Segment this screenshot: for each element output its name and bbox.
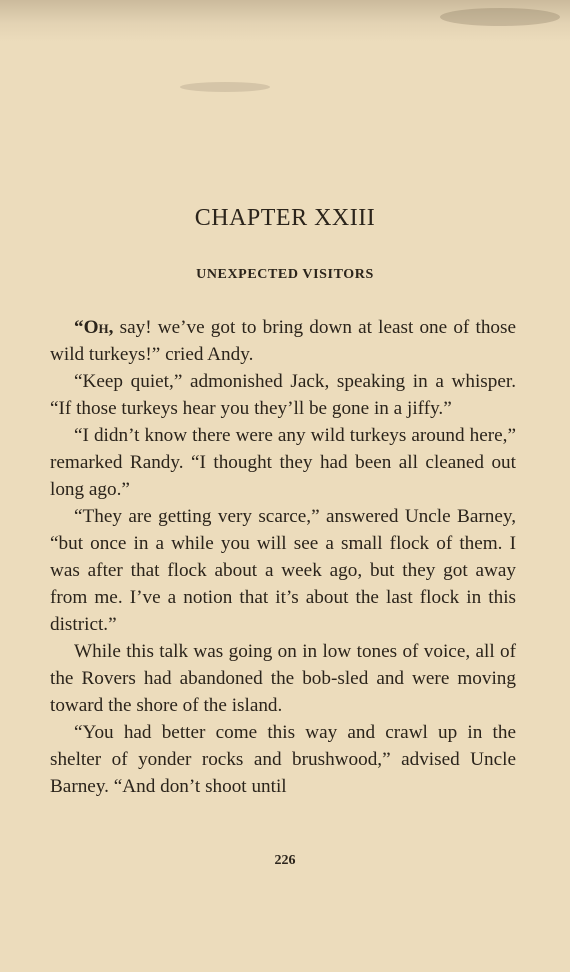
chapter-subtitle: UNEXPECTED VISITORS (196, 267, 374, 282)
chapter-title: CHAPTER XXIII (194, 205, 376, 231)
chapter-body (50, 314, 516, 800)
paragraph: While this talk was going on in low tones of voice, all of the Rovers had abandoned the bob-sled and were moving toward the shore of the island. (50, 641, 516, 716)
paragraph: “You had better come this way and crawl up in the shelter of yonder rocks and brushwood,” advised Uncle Barney. “And don’t shoot until (50, 722, 516, 797)
paragraph (50, 314, 516, 368)
paragraph: “Keep quiet,” admonished Jack, speaking in a whisper. “If those turkeys hear you they’ll be gone in a jiffy.” (50, 371, 516, 419)
paragraph: “I didn’t know there were any wild turkeys around here,” remarked Randy. “I thought they had been all cleaned out long ago.” (50, 425, 516, 500)
opening-word: “Oh, (74, 317, 114, 338)
page-number: 226 (274, 853, 296, 868)
paragraph-text: say! we’ve got to bring down at least one of those wild turkeys!” cried Andy. (50, 317, 516, 365)
ink-smudge (180, 82, 270, 92)
ink-smudge (440, 8, 560, 26)
paragraph: “They are getting very scarce,” answered Uncle Barney, “but once in a while you will see a small flock of them. I was after that flock about a week ago, but they got away from me. I’ve a notion that it’s about the last flock in this district.” (50, 506, 516, 635)
